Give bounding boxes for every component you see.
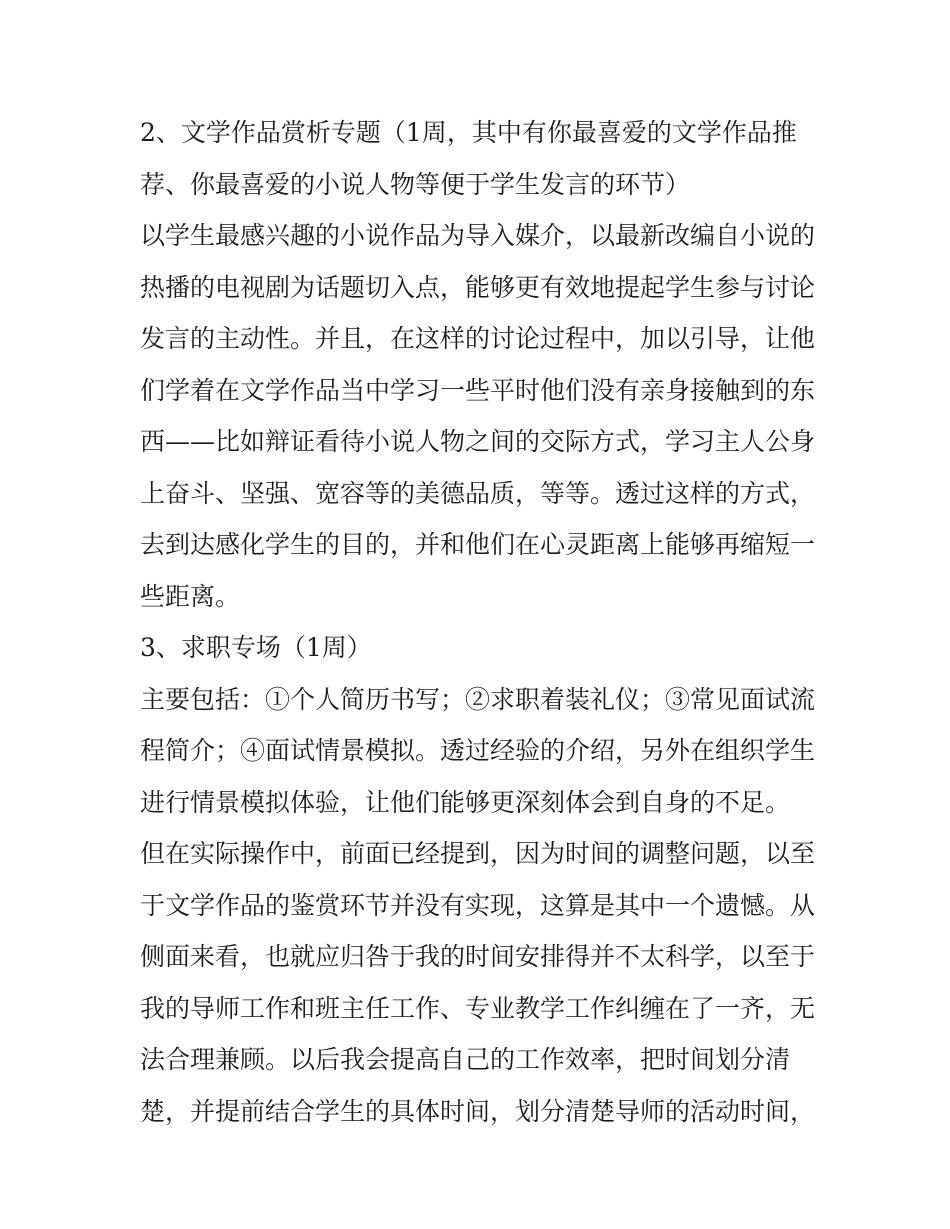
text-line-17: 侧面来看，也就应归咎于我的时间安排得并不太科学，以至于 [140, 942, 816, 971]
text-line-5: 发言的主动性。并且，在这样的讨论过程中，加以引导，让他 [140, 324, 816, 353]
text-line-10: 些距离。 [140, 581, 241, 611]
text-line-20: 楚，并提前结合学生的具体时间，划分清楚导师的活动时间， [140, 1096, 816, 1126]
text-line-13: 程简介；④面试情景模拟。透过经验的介绍，另外在组织学生 [140, 736, 816, 765]
text-line-6: 们学着在文学作品当中学习一些平时他们没有亲身接触到的东 [140, 375, 816, 405]
text-line-2: 荐、你最喜爱的小说人物等便于学生发言的环节） [140, 169, 691, 199]
document-body [140, 107, 816, 1137]
text-line-9: 去到达感化学生的目的，并和他们在心灵距离上能够再缩短一 [140, 530, 816, 559]
text-line-18: 我的导师工作和班主任工作、专业教学工作纠缠在了一齐，无 [140, 993, 816, 1023]
text-line-7: 西——比如辩证看待小说人物之间的交际方式，学习主人公身 [140, 427, 816, 456]
text-line-14: 进行情景模拟体验，让他们能够更深刻体会到自身的不足。 [140, 787, 791, 817]
text-line-19: 法合理兼顾。以后我会提高自己的工作效率，把时间划分清 [140, 1045, 791, 1074]
text-line-1: 2、文学作品赏析专题（1周，其中有你最喜爱的文学作品推 [140, 118, 797, 147]
section-heading-3: 3、求职专场（1周） [140, 633, 372, 662]
text-line-3: 以学生最感兴趣的小说作品为导入媒介，以最新改编自小说的 [140, 221, 816, 250]
text-line-4: 热播的电视剧为话题切入点，能够更有效地提起学生参与讨论 [140, 272, 816, 302]
text-line-12: 主要包括：①个人简历书写；②求职着装礼仪；③常见面试流 [140, 684, 816, 714]
text-line-16: 于文学作品的鉴赏环节并没有实现，这算是其中一个遗憾。从 [140, 890, 816, 920]
text-line-15: 但在实际操作中，前面已经提到，因为时间的调整问题，以至 [140, 839, 816, 868]
text-line-8: 上奋斗、坚强、宽容等的美德品质，等等。透过这样的方式， [140, 478, 816, 508]
